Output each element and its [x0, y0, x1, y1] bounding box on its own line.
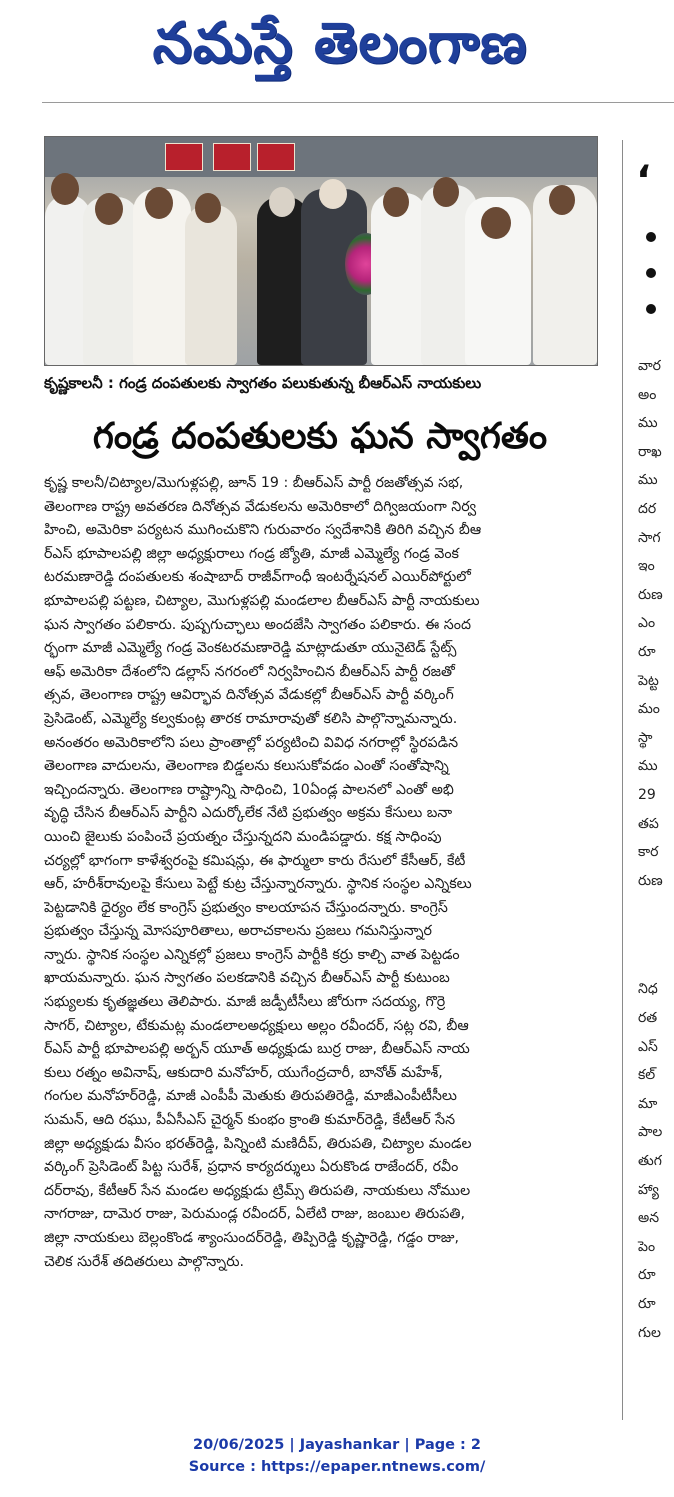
article-body-line: జిల్లా నాయకులు బెల్లంకొండ శ్యాంసుందర్‌రెడ్డి, తిప్పిరెడ్డి కృష్ణారెడ్డి, గడ్డం రాజు, — [44, 1230, 460, 1246]
footer-date-line: 20/06/2025 | Jayashankar | Page : 2 — [193, 1437, 481, 1453]
photo-person-head — [51, 173, 79, 205]
adjacent-text-fragment: ఎస్ — [638, 1038, 658, 1055]
photo-person — [185, 205, 237, 365]
article-body-line: త్సవ, తెలంగాణ రాష్ట్ర ఆవిర్భావ దినోత్సవ వేడుకల్లో బీఆర్‌ఎస్ పార్టీ వర్కింగ్ — [44, 687, 454, 704]
photo-caption: కృష్ణకాలనీ : గండ్ర దంపతులకు స్వాగతం పలుకుతున్న బీఆర్‌ఎస్ నాయకులు — [44, 374, 482, 392]
bullet-icon — [646, 232, 656, 242]
article-body-line: ఘన స్వాగతం పలికారు. పుష్పగుచ్ఛాలు అందజేసి స్వాగతం పలికారు. ఈ సంద — [44, 616, 471, 633]
adjacent-text-fragment: ఇం — [638, 558, 655, 575]
article-body-line: ర్‌ఎస్ పార్టీ భూపాలపల్లి అర్బన్ యూత్ అధ్యక్షుడు బుర్ర రాజు, బీఆర్‌ఎస్ నాయ — [44, 1041, 470, 1058]
adjacent-text-fragment: రూ — [638, 644, 656, 660]
adjacent-text-fragment: ము — [638, 415, 658, 432]
masthead-rule — [42, 102, 674, 103]
column-divider — [622, 140, 623, 1420]
adjacent-text-fragment: దర — [638, 501, 657, 517]
adjacent-text-fragment: రత — [638, 1010, 658, 1026]
article-body-line: ఖాయమన్నారు. ఘన స్వాగతం పలకడానికి వచ్చిన బీఆర్‌ఎస్ పార్టీ కుటుంబ — [44, 970, 450, 987]
adjacent-text-fragment: ము — [638, 472, 658, 489]
article-body-line: చెలిక సురేశ్ తదితరులు పాల్గొన్నారు. — [44, 1253, 245, 1270]
photo-person — [371, 193, 427, 365]
bullet-icon — [646, 268, 656, 278]
adjacent-text-fragment: పెం — [638, 1238, 656, 1255]
adjacent-text-fragment: ము — [638, 758, 658, 775]
bullet-icon — [646, 304, 656, 314]
adjacent-text-fragment: పెట్ట — [638, 672, 659, 689]
article-body-line: సభ్యులకు కృతజ్ఞతలు తెలిపారు. మాజీ జడ్పీటీసీలు జోరుగా సదయ్య, గొర్రె — [44, 994, 446, 1011]
adjacent-text-fragment: మా — [638, 1095, 658, 1112]
photo-person-head — [549, 185, 575, 215]
adjacent-text-fragment: పాల — [638, 1124, 663, 1141]
article-body-line: తెలంగాణ రాష్ట్ర అవతరణ దినోత్సవ వేడుకలను అమెరికాలో దిగ్విజయంగా నిర్వ — [44, 498, 477, 515]
adjacent-text-fragment: స్థా — [638, 729, 653, 746]
photo-sign — [257, 143, 295, 171]
photo-person-head — [383, 187, 409, 217]
adjacent-text-fragment: కార — [638, 844, 659, 861]
article-body-line: ఆఫ్ అమెరికా దేశంలోని డల్లాస్ నగరంలో నిర్వహించిన బీఆర్‌ఎస్ పార్టీ రజతో — [44, 663, 455, 680]
adjacent-text-fragment: అం — [638, 386, 657, 403]
article-body-line: కులు రత్నం అవినాష్, ఆకుదారి మనోహర్, యుగేంద్రచారీ, బానోత్ మహేశ్, — [44, 1064, 443, 1081]
photo-ceiling — [45, 137, 597, 177]
article-body-line: జిల్లా అధ్యక్షుడు వీసం భరత్‌రెడ్డి, పిన్నింటి మణిదీప్, తిరుపతి, చిట్యాల మండల — [44, 1135, 472, 1152]
article-body-line: వృద్ధి చేసిన బీఆర్‌ఎస్ పార్టీని ఎదుర్కోలేక నేటి ప్రభుత్వం అక్రమ కేసులు బనా — [44, 805, 453, 822]
article-body-line: ఇచ్చిందన్నారు. తెలంగాణ రాష్ట్రాన్ని సాధించి, 10ఏండ్ల పాలనలో ఎంతో అభి — [44, 781, 454, 798]
article-body-line: యించి జైలుకు పంపించే ప్రయత్నం చేస్తున్నదని మండిపడ్డారు. కక్ష సాధింపు — [44, 828, 442, 845]
article-body-line: పెట్టడానికి ధైర్యం లేక కాంగ్రెస్ ప్రభుత్వం కాలయాపన చేస్తుందన్నారు. కాంగ్రెస్ — [44, 899, 448, 916]
footer-source-line[interactable]: Source : https://epaper.ntnews.com/ — [188, 1459, 486, 1475]
adjacent-text-fragment: నిధ — [638, 981, 658, 998]
article-body-line: దర్‌రావు, కేటీఆర్ సేన మండల అధ్యక్షుడు ట్రిమ్స్ తిరుపతి, నాయకులు నోముల — [44, 1182, 471, 1199]
article-body-line: సుమన్, ఆది రఘు, పీఏసీఎస్ చైర్మన్ కుంభం క్రాంతి కుమార్‌రెడ్డి, కేటీఆర్ సేన — [44, 1112, 456, 1129]
adjacent-text-fragment: తుగ — [638, 1153, 662, 1169]
photo-person-head — [195, 193, 221, 223]
article-body-line: సాగర్, చిట్యాల, టేకుమట్ల మండలాలఅధ్యక్షులు అల్లం రవీందర్, సట్ల రవి, బీఆ — [44, 1017, 469, 1034]
article-body-line: గంగుల మనోహర్‌రెడ్డి, మాజీ ఎంపీపీ మెతుకు తిరుపతిరెడ్డి, మాజీఎంపీటీసీలు — [44, 1088, 457, 1105]
article-body-line: హించి, అమెరికా పర్యటన ముగించుకొని గురువారం స్వదేశానికి తిరిగి వచ్చిన బీఆ — [44, 522, 482, 539]
article-body — [44, 472, 596, 1274]
photo-person-head — [319, 179, 347, 209]
photo-person-head — [433, 177, 459, 207]
article-body-line: ప్రభుత్వం చేస్తున్న మోసపూరితాలు, అరాచకాలను ప్రజలు గమనిస్తున్నార — [44, 923, 432, 940]
article — [42, 132, 612, 1422]
photo-person-head — [481, 207, 511, 239]
article-body-line: టరమణారెడ్డి దంపతులకు శంషాబాద్ రాజీవ్‌గాంధీ ఇంటర్నేషనల్ ఎయిర్‌పోర్టులో — [44, 569, 471, 586]
article-body-line: భూపాలపల్లి పట్టణ, చిట్యాల, మొగుళ్లపల్లి మండలాల బీఆర్‌ఎస్ పార్టీ నాయకులు — [44, 592, 480, 609]
adjacent-text-fragment: రాఖ — [638, 443, 662, 460]
article-body-line: ఆర్, హరీశ్‌రావులపై కేసులు పెట్టే కుట్ర చేస్తున్నారన్నారు. స్థానిక సంస్థల ఎన్నికలు — [44, 876, 472, 893]
article-body-line: ర్భంగా మాజీ ఎమ్మెల్యే గండ్ర వెంకటరమణారెడ్డి మాట్లాడుతూ యునైటెడ్ స్టేట్స్ — [44, 640, 457, 657]
adjacent-text-fragment: గుల — [638, 1324, 661, 1341]
group-photo-image — [44, 136, 598, 366]
newspaper-title: నమస్తే తెలంగాణ — [152, 11, 528, 76]
photo-person-head — [145, 187, 173, 219]
adjacent-text-fragment: వార — [638, 358, 661, 374]
adjacent-text-fragment: ఎం — [638, 615, 656, 632]
adjacent-text-fragment: రుణ — [638, 872, 663, 889]
article-body-line: కృష్ణ కాలనీ/చిట్యాల/మొగుళ్లపల్లి, జూన్ 19 : బీఆర్‌ఎస్ పార్టీ రజతోత్సవ సభ, — [44, 475, 464, 491]
photo-sign — [213, 143, 251, 171]
adjacent-text-fragment: 29 — [638, 787, 656, 803]
adjacent-column — [630, 140, 674, 1420]
adjacent-text-fragment: రూ — [638, 1296, 656, 1312]
article-body-line: చర్యల్లో భాగంగా కాళేశ్వరంపై కమిషన్లు, ఈ ఫార్ములా కారు రేసులో కేసీఆర్, కేటీ — [44, 852, 466, 869]
photo-sign — [165, 143, 203, 171]
article-body-line: ర్‌ఎస్ భూపాలపల్లి జిల్లా అధ్యక్షురాలు గండ్ర జ్యోతి, మాజీ ఎమ్మెల్యే గండ్ర వెంక — [44, 545, 459, 562]
article-body-line: ప్రెసిడెంట్, ఎమ్మెల్యే కల్వకుంట్ల తారక రామారావుతో కలిసి పాల్గొన్నామన్నారు. — [44, 710, 458, 727]
article-body-line: వర్కింగ్ ప్రెసిడెంట్ పిట్ట సురేశ్, ప్రధాన కార్యదర్శులు ఏరుకొండ రాజేందర్, రవీం — [44, 1159, 459, 1176]
article-body-line: అనంతరం అమెరికాలోని పలు ప్రాంతాల్లో పర్యటించి వివిధ నగరాల్లో స్థిరపడిన — [44, 734, 459, 751]
article-body-line: న్నారు. స్థానిక సంస్థల ఎన్నికల్లో ప్రజలు కాంగ్రెస్ పార్టీకి కర్రు కాల్చి వాత పెట్టడం — [44, 946, 460, 963]
adjacent-text-fragment: రుణ — [638, 586, 663, 603]
adjacent-text-fragment: హ్యా — [638, 1181, 659, 1198]
page-footer — [0, 1434, 674, 1482]
photo-person-head — [269, 187, 295, 217]
article-body-line: తెలంగాణ వాదులను, తెలంగాణ బిడ్డలను కలుసుకోవడం ఎంతో సంతోషాన్ని — [44, 758, 449, 775]
adjacent-text-fragment: మం — [638, 701, 660, 718]
adjacent-text-fragment: అన — [638, 1210, 660, 1227]
adjacent-text-fragment: కల్ — [638, 1067, 656, 1084]
article-body-line: నాగరాజు, దామెర రాజు, పెరుమండ్ల రవీందర్, ఏలేటి రాజు, జంబుల తిరుపతి, — [44, 1206, 466, 1223]
adjacent-text-fragment: తప — [638, 815, 659, 832]
adjacent-headline-fragment: ‘ — [636, 158, 652, 204]
photo-person-head — [95, 193, 123, 225]
masthead — [0, 0, 674, 100]
adjacent-text-fragment: సాగ — [638, 529, 661, 546]
adjacent-text-fragment: రూ — [638, 1267, 656, 1284]
article-headline: గండ్ర దంపతులకు ఘన స్వాగతం — [92, 416, 548, 457]
